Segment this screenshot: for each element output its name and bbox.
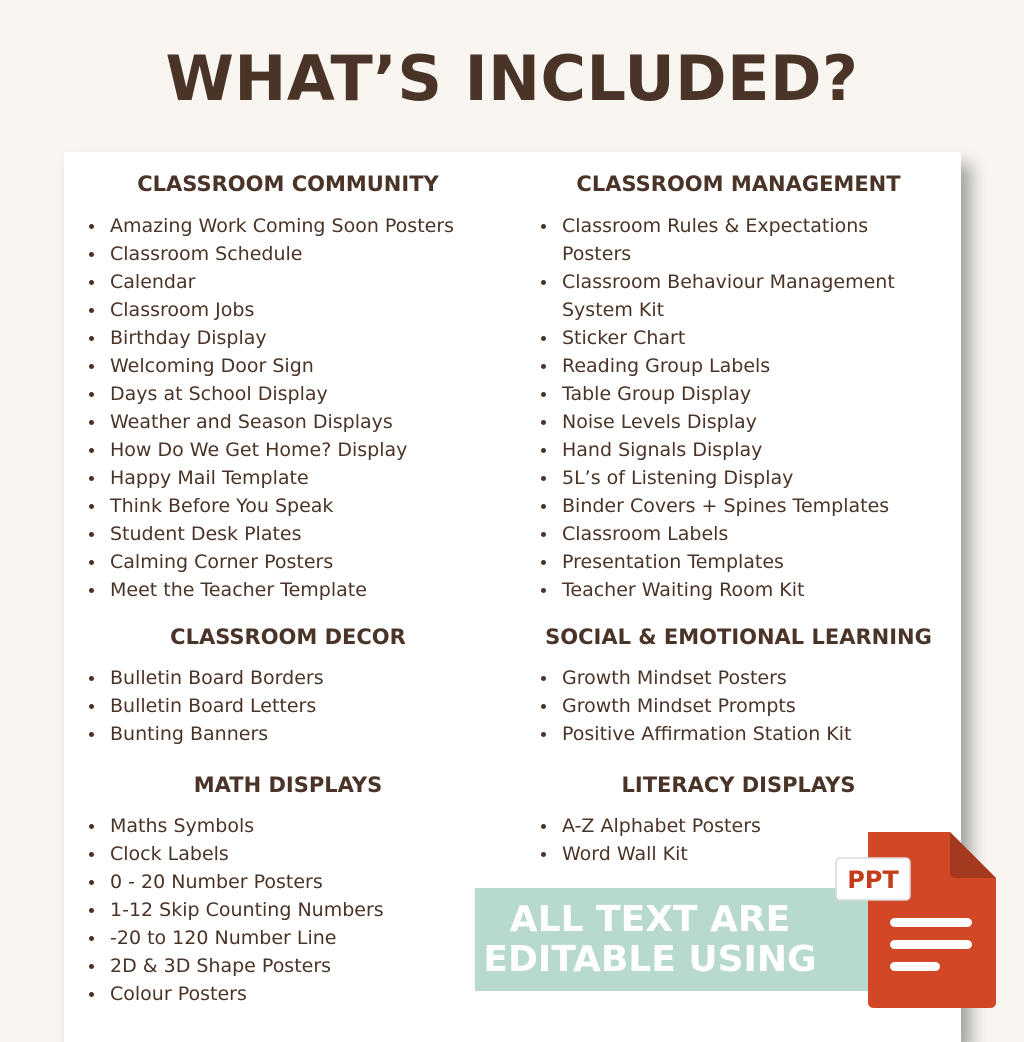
item-list	[516, 212, 961, 604]
banner-line-1: ALL TEXT ARE	[509, 899, 791, 940]
list-item: Maths Symbols	[64, 812, 512, 840]
list-item: Table Group Display	[516, 380, 902, 408]
list-item: Birthday Display	[64, 324, 512, 352]
list-item: Positive Affirmation Station Kit	[516, 720, 961, 748]
banner-line-2: EDITABLE USING	[483, 939, 817, 980]
list-item: Classroom Schedule	[64, 240, 512, 268]
list-item: How Do We Get Home? Display	[64, 436, 512, 464]
list-item: Teacher Waiting Room Kit	[516, 576, 902, 604]
list-item: Welcoming Door Sign	[64, 352, 512, 380]
list-item: Binder Covers + Spines Templates	[516, 492, 902, 520]
section-math-displays	[64, 771, 512, 1008]
item-list	[64, 812, 512, 1008]
list-item: Happy Mail Template	[64, 464, 512, 492]
list-item: -20 to 120 Number Line	[64, 924, 512, 952]
list-item: 0 - 20 Number Posters	[64, 868, 512, 896]
section-classroom-community	[64, 170, 512, 604]
item-list	[64, 212, 512, 604]
list-item: Days at School Display	[64, 380, 512, 408]
list-item: Think Before You Speak	[64, 492, 512, 520]
list-item: Bunting Banners	[64, 720, 512, 748]
list-item: 2D & 3D Shape Posters	[64, 952, 512, 980]
list-item: Bulletin Board Letters	[64, 692, 512, 720]
section-title: CLASSROOM DECOR	[170, 625, 406, 649]
list-item: Reading Group Labels	[516, 352, 902, 380]
ppt-label: PPT	[847, 866, 899, 894]
list-item: Sticker Chart	[516, 324, 902, 352]
list-item: Classroom Labels	[516, 520, 902, 548]
list-item: Colour Posters	[64, 980, 512, 1008]
section-classroom-management	[516, 170, 961, 604]
list-item: Student Desk Plates	[64, 520, 512, 548]
list-item: Word Wall Kit	[516, 840, 961, 868]
section-title: CLASSROOM COMMUNITY	[137, 172, 439, 196]
list-item: Classroom Behaviour Management System Kit	[516, 268, 902, 324]
section-social-emotional-learning	[516, 623, 961, 748]
list-item: Amazing Work Coming Soon Posters	[64, 212, 512, 240]
list-item: Weather and Season Displays	[64, 408, 512, 436]
list-item: Classroom Rules & Expectations Posters	[516, 212, 902, 268]
list-item: Growth Mindset Posters	[516, 664, 961, 692]
list-item: Calming Corner Posters	[64, 548, 512, 576]
list-item: 5L’s of Listening Display	[516, 464, 902, 492]
section-title: CLASSROOM MANAGEMENT	[576, 172, 901, 196]
item-list	[516, 664, 961, 748]
page-title: WHAT’S INCLUDED?	[165, 42, 859, 115]
section-title: LITERACY DISPLAYS	[621, 773, 856, 797]
list-item: A-Z Alphabet Posters	[516, 812, 961, 840]
list-item: Calendar	[64, 268, 512, 296]
list-item: Growth Mindset Prompts	[516, 692, 961, 720]
list-item: Bulletin Board Borders	[64, 664, 512, 692]
list-item: 1-12 Skip Counting Numbers	[64, 896, 512, 924]
list-item: Clock Labels	[64, 840, 512, 868]
list-item: Classroom Jobs	[64, 296, 512, 324]
list-item: Presentation Templates	[516, 548, 902, 576]
list-item: Noise Levels Display	[516, 408, 902, 436]
section-title: SOCIAL & EMOTIONAL LEARNING	[545, 625, 932, 649]
list-item: Meet the Teacher Template	[64, 576, 512, 604]
item-list	[64, 664, 512, 748]
ppt-file-icon	[834, 830, 1004, 1010]
section-classroom-decor	[64, 623, 512, 748]
section-title: MATH DISPLAYS	[193, 773, 383, 797]
list-item: Hand Signals Display	[516, 436, 902, 464]
